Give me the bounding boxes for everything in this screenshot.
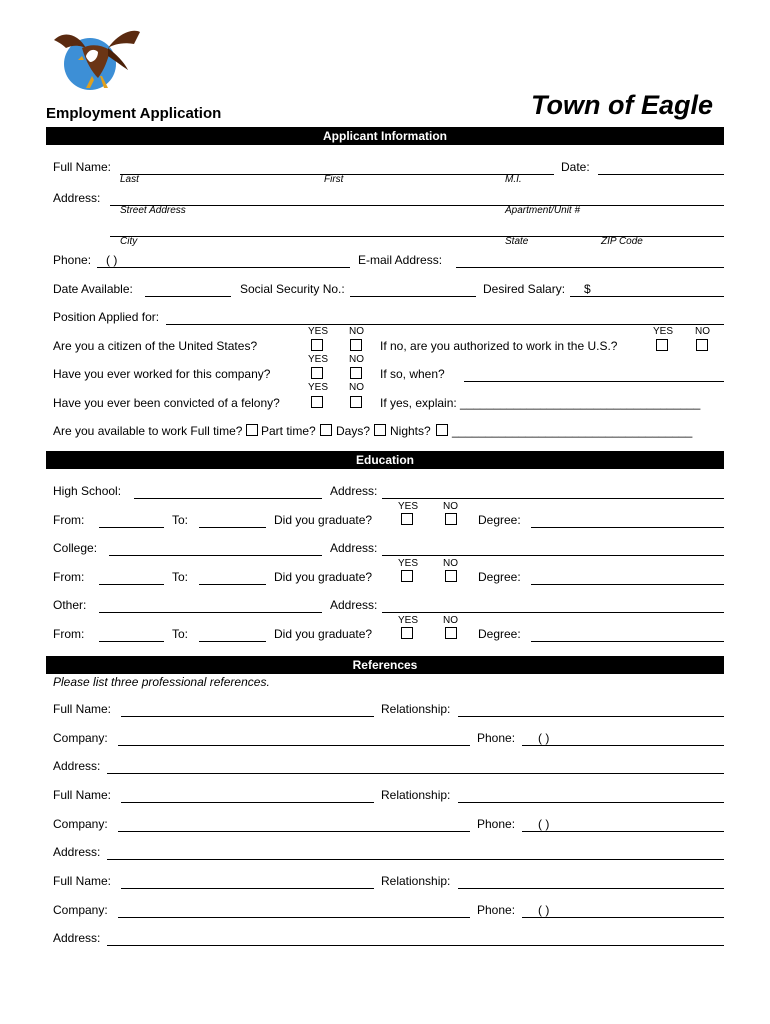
citizen-yes-checkbox[interactable] xyxy=(311,339,323,351)
date-available-field[interactable] xyxy=(145,296,231,297)
ref2-address-label: Address: xyxy=(53,845,101,859)
ref2-phone-field[interactable] xyxy=(522,831,724,832)
worked-yes-checkbox[interactable] xyxy=(311,367,323,379)
college-address-field[interactable] xyxy=(382,555,724,556)
street-address-field[interactable] xyxy=(110,205,724,206)
town-logo xyxy=(52,26,142,94)
ref2-relationship-field[interactable] xyxy=(458,802,724,803)
date-available-label: Date Available: xyxy=(53,282,133,296)
authorized-no-caption: NO xyxy=(695,326,710,337)
email-field[interactable] xyxy=(456,267,724,268)
other-graduate-label: Did you graduate? xyxy=(274,627,373,641)
ref1-company-field[interactable] xyxy=(118,745,470,746)
ref2-full-name-label: Full Name: xyxy=(53,788,112,802)
ref3-phone-area-code: ( ) xyxy=(538,903,550,917)
college-to-field[interactable] xyxy=(199,584,266,585)
position-label: Position Applied for: xyxy=(53,310,160,324)
felony-no-checkbox[interactable] xyxy=(350,396,362,408)
citizen-no-checkbox[interactable] xyxy=(350,339,362,351)
ref1-address-field[interactable] xyxy=(107,773,724,774)
hs-to-field[interactable] xyxy=(199,527,266,528)
when-field[interactable] xyxy=(464,381,724,382)
other-school-label: Other: xyxy=(53,598,87,612)
other-to-field[interactable] xyxy=(199,641,266,642)
authorized-question: If no, are you authorized to work in the U.S.? xyxy=(380,339,618,353)
college-grad-no-checkbox[interactable] xyxy=(445,570,457,582)
first-name-caption: First xyxy=(324,174,344,185)
city-caption: City xyxy=(120,236,138,247)
ref3-address-label: Address: xyxy=(53,931,101,945)
college-grad-no-caption: NO xyxy=(443,558,458,569)
ref2-phone-area-code: ( ) xyxy=(538,817,550,831)
citizen-question: Are you a citizen of the United States? xyxy=(53,339,258,353)
address-label: Address: xyxy=(53,191,101,205)
college-label: College: xyxy=(53,541,98,555)
nights-checkbox[interactable] xyxy=(436,424,448,436)
section-references: References xyxy=(46,656,724,674)
ref2-relationship-label: Relationship: xyxy=(381,788,451,802)
desired-salary-label: Desired Salary: xyxy=(483,282,566,296)
college-grad-yes-checkbox[interactable] xyxy=(401,570,413,582)
felony-yes-checkbox[interactable] xyxy=(311,396,323,408)
college-from-field[interactable] xyxy=(99,584,164,585)
dollar-sign: $ xyxy=(584,282,591,296)
town-name: Town of Eagle xyxy=(531,90,713,120)
email-label: E-mail Address: xyxy=(358,253,443,267)
authorized-yes-checkbox[interactable] xyxy=(656,339,668,351)
college-to-label: To: xyxy=(172,570,189,584)
college-grad-yes-caption: YES xyxy=(398,558,419,569)
college-field[interactable] xyxy=(109,555,322,556)
ref1-relationship-field[interactable] xyxy=(458,716,724,717)
ref2-company-field[interactable] xyxy=(118,831,470,832)
hs-degree-field[interactable] xyxy=(531,527,724,528)
ref2-phone-label: Phone: xyxy=(477,817,516,831)
phone-field[interactable] xyxy=(97,267,350,268)
ref3-relationship-label: Relationship: xyxy=(381,874,451,888)
ref3-relationship-field[interactable] xyxy=(458,888,724,889)
phone-area-code: ( ) xyxy=(106,253,118,267)
section-education: Education xyxy=(46,451,724,469)
ref3-phone-label: Phone: xyxy=(477,903,516,917)
section-applicant-information: Applicant Information xyxy=(46,127,724,145)
hs-degree-label: Degree: xyxy=(478,513,521,527)
availability-question: Are you available to work Full time? xyxy=(53,424,243,438)
other-degree-field[interactable] xyxy=(531,641,724,642)
ref3-company-field[interactable] xyxy=(118,917,470,918)
ref3-address-field[interactable] xyxy=(107,945,724,946)
form-title: Employment Application xyxy=(46,105,222,122)
full-time-checkbox[interactable] xyxy=(246,424,258,436)
part-time-checkbox[interactable] xyxy=(320,424,332,436)
hs-from-field[interactable] xyxy=(99,527,164,528)
college-degree-field[interactable] xyxy=(531,584,724,585)
felony-yes-caption: YES xyxy=(308,382,329,393)
college-from-label: From: xyxy=(53,570,85,584)
other-school-field[interactable] xyxy=(99,612,322,613)
worked-no-checkbox[interactable] xyxy=(350,367,362,379)
other-degree-label: Degree: xyxy=(478,627,521,641)
hs-graduate-label: Did you graduate? xyxy=(274,513,373,527)
street-address-caption: Street Address xyxy=(120,205,186,216)
ref3-full-name-field[interactable] xyxy=(121,888,374,889)
worked-no-caption: NO xyxy=(349,354,364,365)
desired-salary-field[interactable] xyxy=(570,296,724,297)
part-time-label: Part time? xyxy=(261,424,316,438)
zip-caption: ZIP Code xyxy=(601,236,643,247)
ssn-field[interactable] xyxy=(350,296,476,297)
ref1-phone-label: Phone: xyxy=(477,731,516,745)
hs-grad-yes-checkbox[interactable] xyxy=(401,513,413,525)
college-address-label: Address: xyxy=(330,541,378,555)
ssn-label: Social Security No.: xyxy=(240,282,345,296)
citizen-yes-caption: YES xyxy=(308,326,329,337)
when-question: If so, when? xyxy=(380,367,445,381)
hs-from-label: From: xyxy=(53,513,85,527)
phone-label: Phone: xyxy=(53,253,92,267)
availability-notes-field[interactable]: ____________________________________ xyxy=(452,424,693,438)
state-caption: State xyxy=(505,236,529,247)
ref2-address-field[interactable] xyxy=(107,859,724,860)
ref1-relationship-label: Relationship: xyxy=(381,702,451,716)
college-degree-label: Degree: xyxy=(478,570,521,584)
other-grad-yes-checkbox[interactable] xyxy=(401,627,413,639)
felony-question: Have you ever been convicted of a felony? xyxy=(53,396,280,410)
hs-to-label: To: xyxy=(172,513,189,527)
references-instructions: Please list three professional references. xyxy=(53,675,270,689)
ref1-address-label: Address: xyxy=(53,759,101,773)
high-school-label: High School: xyxy=(53,484,122,498)
worked-question: Have you ever worked for this company? xyxy=(53,367,271,381)
worked-yes-caption: YES xyxy=(308,354,329,365)
authorized-no-checkbox[interactable] xyxy=(696,339,708,351)
college-graduate-label: Did you graduate? xyxy=(274,570,373,584)
date-label: Date: xyxy=(561,160,590,174)
days-checkbox[interactable] xyxy=(374,424,386,436)
apartment-caption: Apartment/Unit # xyxy=(505,205,581,216)
other-address-label: Address: xyxy=(330,598,378,612)
ref3-full-name-label: Full Name: xyxy=(53,874,112,888)
ref1-full-name-label: Full Name: xyxy=(53,702,112,716)
explain-question: If yes, explain: ____________________________________ xyxy=(380,396,701,410)
hs-grad-no-caption: NO xyxy=(443,501,458,512)
last-name-caption: Last xyxy=(120,174,139,185)
ref2-company-label: Company: xyxy=(53,817,108,831)
nights-label: Nights? xyxy=(390,424,431,438)
authorized-yes-caption: YES xyxy=(653,326,674,337)
other-address-field[interactable] xyxy=(382,612,724,613)
high-school-address-field[interactable] xyxy=(382,498,724,499)
citizen-no-caption: NO xyxy=(349,326,364,337)
ref1-phone-field[interactable] xyxy=(522,745,724,746)
hs-grad-no-checkbox[interactable] xyxy=(445,513,457,525)
high-school-field[interactable] xyxy=(134,498,322,499)
mi-caption: M.I. xyxy=(505,174,522,185)
high-school-address-label: Address: xyxy=(330,484,378,498)
full-name-label: Full Name: xyxy=(53,160,112,174)
ref1-full-name-field[interactable] xyxy=(121,716,374,717)
other-grad-no-caption: NO xyxy=(443,615,458,626)
days-label: Days? xyxy=(336,424,371,438)
other-grad-no-checkbox[interactable] xyxy=(445,627,457,639)
date-field[interactable] xyxy=(598,174,724,175)
ref3-phone-field[interactable] xyxy=(522,917,724,918)
other-from-label: From: xyxy=(53,627,85,641)
hs-grad-yes-caption: YES xyxy=(398,501,419,512)
other-grad-yes-caption: YES xyxy=(398,615,419,626)
ref2-full-name-field[interactable] xyxy=(121,802,374,803)
other-to-label: To: xyxy=(172,627,189,641)
ref1-phone-area-code: ( ) xyxy=(538,731,550,745)
felony-no-caption: NO xyxy=(349,382,364,393)
other-from-field[interactable] xyxy=(99,641,164,642)
ref1-company-label: Company: xyxy=(53,731,108,745)
eagle-icon xyxy=(52,26,142,94)
position-field[interactable] xyxy=(166,324,724,325)
ref3-company-label: Company: xyxy=(53,903,108,917)
